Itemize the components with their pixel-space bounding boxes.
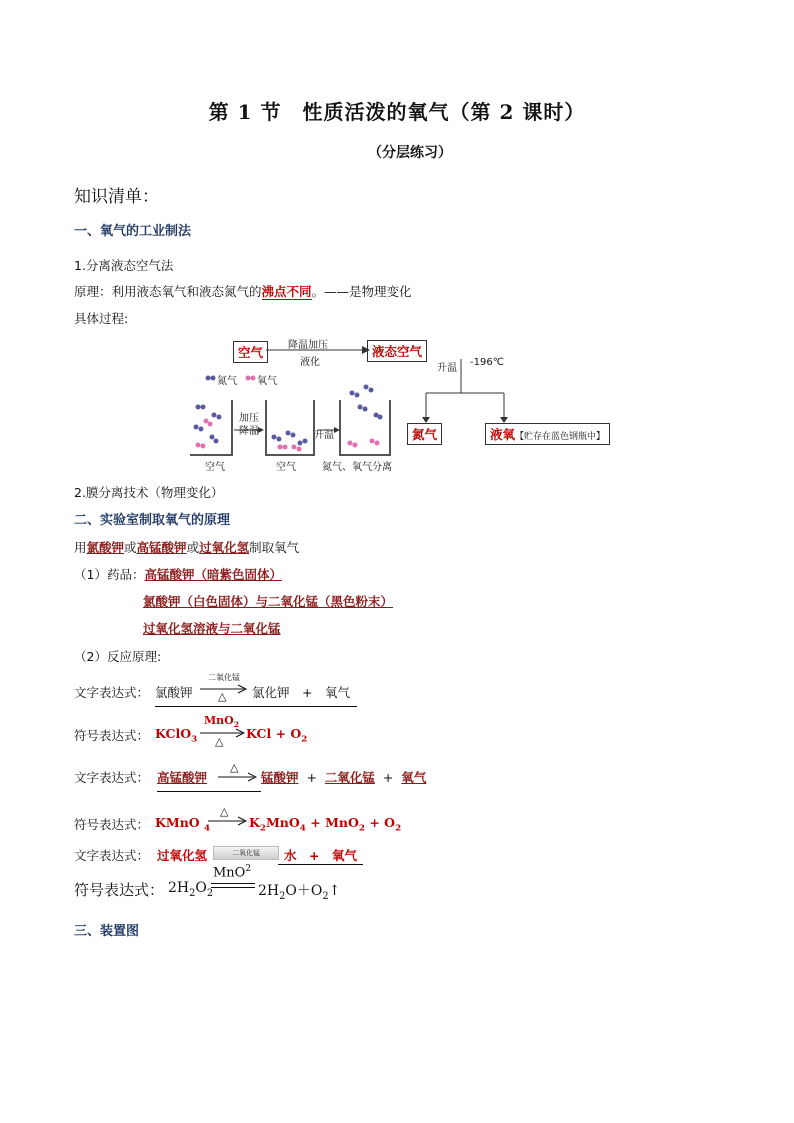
caption-air-2: 空气 xyxy=(276,462,296,473)
r2-word-left: 高锰酸钾 xyxy=(157,770,208,785)
liquid-oxygen-label: 液氧 xyxy=(490,427,516,442)
r1-sym-right xyxy=(246,726,307,745)
process-label: 具体过程: xyxy=(74,311,129,326)
r2-product-2: 二氧化锰 xyxy=(324,770,375,785)
method-2-title: 2.膜分离技术（物理变化） xyxy=(74,485,224,500)
r2-symbol-label: 符号表达式： xyxy=(74,817,150,832)
r3-sym-left: $2H_2O_2$ xyxy=(168,880,214,899)
method-1-title: 1.分离液态空气法 xyxy=(74,258,174,273)
reagent-kmno4: 高锰酸钾 xyxy=(136,540,187,555)
r1-sym-left xyxy=(155,726,197,745)
r2-sym-right: $K_2MnO_4 + MnO_2 + O_2$ xyxy=(249,815,402,834)
reagent-h2o2: 过氧化氢 xyxy=(199,540,250,555)
r1-sym-left-sub: 3 xyxy=(191,734,198,745)
r1-sym-heat: △ xyxy=(215,735,224,748)
r2-sym-heat: △ xyxy=(220,805,229,818)
nitrogen-box: 氮气 xyxy=(407,423,442,445)
storage-note: 贮存在蓝色钢瓶中 xyxy=(524,432,597,442)
air-box: 空气 xyxy=(233,341,268,363)
r1-symbol-label: 符号表达式： xyxy=(74,728,150,743)
r1-sym-cat xyxy=(204,714,239,729)
reagent-kclo3: 氯酸钾 xyxy=(86,540,125,555)
r2-sym-left-sub: 4 xyxy=(204,823,211,834)
r1-sym-cat-sub: 2 xyxy=(233,720,240,730)
r1-word-left: 氯酸钾 xyxy=(155,685,193,700)
lab-methods-line xyxy=(74,538,299,556)
r3-sym-left-text: 2H xyxy=(168,880,190,896)
principle-prefix: 原理：利用液态氧气和液态氮气的 xyxy=(74,284,262,299)
r2-plus-1: + xyxy=(306,770,317,785)
heat2-label: 升温 xyxy=(314,430,334,441)
caption-air-1: 空气 xyxy=(205,462,225,473)
r2-word-right xyxy=(261,768,426,786)
r2-sym-mno: MnO xyxy=(265,815,300,830)
liquid-air-box: 液态空气 xyxy=(367,340,427,362)
r2-product-1: 锰酸钾 xyxy=(261,770,299,785)
r3-sym-cat-sup: 2 xyxy=(245,864,252,874)
r3-word-right: 水 + 氧气 xyxy=(278,846,363,865)
r1-heat: △ xyxy=(218,690,227,703)
r3-up-arrow: ↑ xyxy=(328,883,341,899)
liquid-oxygen-box: 液氧【贮存在蓝色钢瓶中】 xyxy=(485,423,610,445)
or-2: 或 xyxy=(186,540,200,555)
section1-heading: 一、氧气的工业制法 xyxy=(74,224,192,239)
r2-plus-2: + xyxy=(382,770,394,785)
or-1: 或 xyxy=(124,540,137,555)
principle-key: 沸点不同 xyxy=(261,284,312,299)
r3-sym-equals xyxy=(211,883,255,888)
diagram-lines xyxy=(190,335,610,475)
r1-sym-left-text: KClO xyxy=(155,726,192,741)
principle-line xyxy=(74,282,412,300)
r1-word-right: 氯化钾 + 氧气 xyxy=(252,685,350,700)
r2-heat: △ xyxy=(230,761,239,774)
r3-sym-cat xyxy=(213,864,251,880)
principle-suffix: 。——是物理变化 xyxy=(311,284,412,299)
r2-arrow xyxy=(218,772,262,782)
arrow-top-label: 降温加压 xyxy=(288,340,328,351)
r3-catalyst-arrow: 二氧化锰 xyxy=(213,846,279,860)
r2-sym-mno2: + MnO xyxy=(310,815,359,830)
r2-sym-left-text: KMnO xyxy=(155,815,200,830)
r3-word-label: 文字表达式： xyxy=(74,848,150,863)
r2-sym-left xyxy=(155,815,210,834)
r1-catalyst: 二氧化锰 xyxy=(208,673,240,682)
intro-end: 制取氧气 xyxy=(249,540,300,555)
drug-1: 高锰酸钾（暗紫色固体） xyxy=(144,567,282,582)
section3-heading: 三、装置图 xyxy=(74,924,140,939)
r2-underline xyxy=(157,791,261,792)
r2-product-3: 氧气 xyxy=(401,770,427,785)
arrow-bottom-label: 液化 xyxy=(300,357,320,368)
r3-sym-right: $2H_2O+O_2↑$ xyxy=(258,883,341,902)
pressure-label: 加压 xyxy=(239,413,259,424)
intro-use: 用 xyxy=(74,540,87,555)
section2-heading: 二、实验室制取氧气的原理 xyxy=(74,513,231,528)
r1-underline xyxy=(155,706,357,707)
r2-sym-arrow xyxy=(208,816,252,826)
r3-symbol-label: 符号表达式： xyxy=(74,881,165,899)
r3-sym-right-b: O＋O xyxy=(285,883,323,899)
r3-sym-right-text: 2H xyxy=(258,883,280,899)
drugs-label: （1）药品： xyxy=(74,567,145,582)
page-subtitle: （分层练习） xyxy=(368,145,452,161)
r2-word-label: 文字表达式： xyxy=(74,770,150,785)
r2-sym-k: K xyxy=(249,815,260,830)
r1-sym-right-text: KCl + O xyxy=(246,726,302,741)
drug-2: 氯酸钾（白色固体）与二氧化锰（黑色粉末） xyxy=(143,594,394,609)
r2-sym-o2: + O xyxy=(369,815,396,830)
legend-oxygen: 氧气 xyxy=(257,376,277,387)
knowledge-list-heading: 知识清单： xyxy=(74,187,159,207)
r3-word-left: 过氧化氢 xyxy=(157,848,208,863)
r3-sym-cat-text: MnO xyxy=(213,865,246,881)
principle-label: （2）反应原理: xyxy=(74,649,162,664)
drug-3: 过氧化氢溶液与二氧化锰 xyxy=(143,621,281,636)
r1-word-label: 文字表达式： xyxy=(74,685,150,700)
r1-sym-arrow xyxy=(200,728,250,738)
temperature-label: -196℃ xyxy=(470,357,504,368)
cool-label: 降温 xyxy=(239,426,259,437)
legend-nitrogen: 氮气 xyxy=(217,376,237,387)
r1-sym-right-sub: 2 xyxy=(301,734,308,745)
drugs-line-1 xyxy=(74,565,282,583)
r1-sym-cat-text: MnO xyxy=(204,714,234,727)
caption-separated: 氮气、氧气分离 xyxy=(322,462,392,473)
page-title: 第 1 节 性质活泼的氧气（第 2 课时） xyxy=(208,100,586,124)
heat-label: 升温 xyxy=(437,363,457,374)
